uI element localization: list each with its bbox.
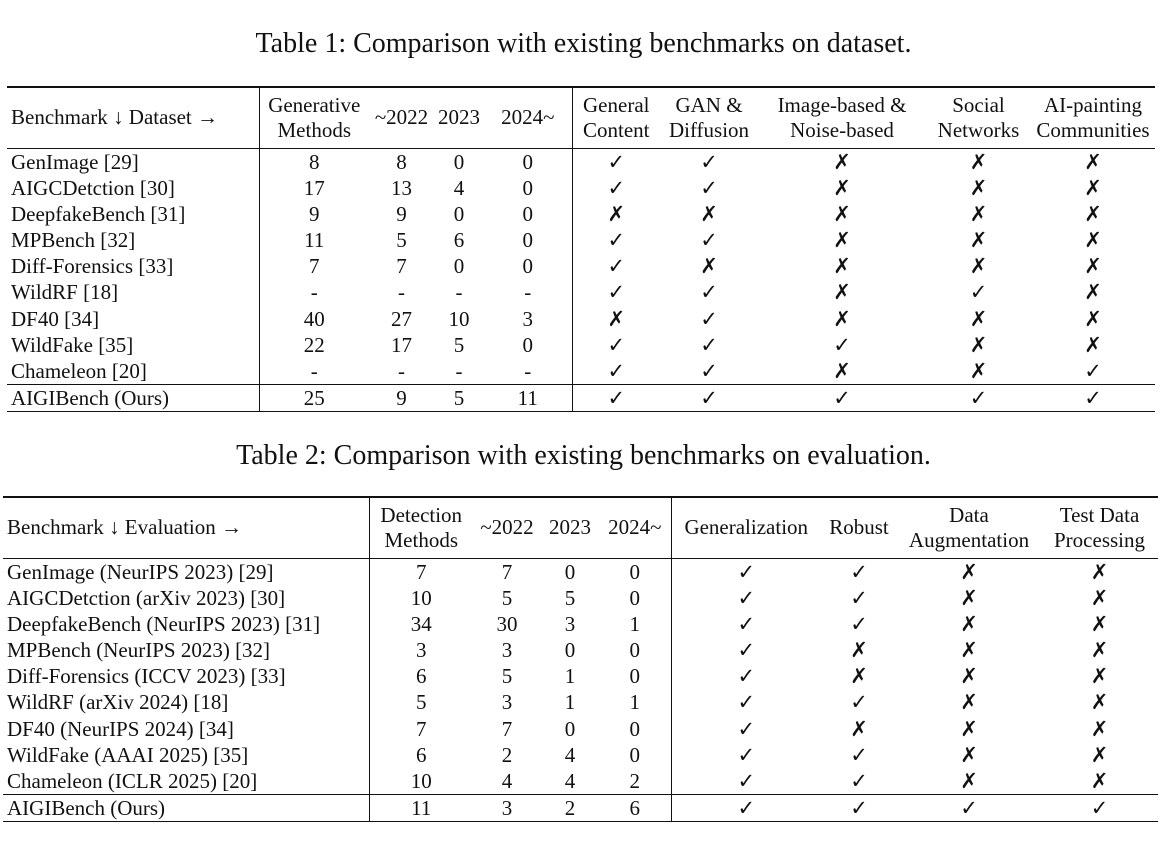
year-2024-cell: 11	[484, 384, 572, 411]
detection-methods-cell: 10	[410, 768, 432, 793]
year-2024-cell: 6	[599, 794, 671, 821]
year-2024-cell: 0	[484, 227, 572, 253]
year-2023-cell: 5	[564, 585, 576, 610]
robust-mark: ✓	[850, 611, 868, 636]
year-2023-cell: 1	[564, 664, 576, 689]
header-2023: 2023	[434, 87, 484, 148]
benchmark-name-cell: DeepfakeBench (NeurIPS 2023) [31]	[3, 611, 369, 637]
benchmark-name-cell: Diff-Forensics (ICCV 2023) [33]	[3, 663, 369, 689]
table-row	[3, 742, 1158, 768]
year-2024-cell: 0	[484, 253, 572, 279]
year-2023-cell: 0	[564, 559, 576, 584]
image-noise-mark: ✗	[833, 254, 851, 279]
year-2022-cell: 9	[369, 384, 434, 411]
general-content-mark: ✓	[607, 227, 626, 252]
header-general-content: General Content	[572, 87, 660, 148]
benchmark-name-cell: MPBench (NeurIPS 2023) [32]	[3, 637, 369, 663]
test-data-processing-mark: ✗	[1090, 637, 1109, 662]
benchmark-name-cell: MPBench [32]	[7, 227, 259, 253]
header-2022: ~2022	[473, 497, 541, 558]
gan-diffusion-mark: ✓	[700, 332, 718, 357]
table-row	[3, 663, 1158, 689]
year-2023-cell: 6	[453, 227, 465, 252]
header-social-networks: Social Networks	[926, 87, 1031, 148]
generalization-mark: ✓	[737, 664, 756, 689]
benchmark-name-cell: AIGIBench (Ours)	[3, 794, 369, 821]
detection-methods-cell: 5	[416, 690, 427, 715]
header-generalization: Generalization	[671, 497, 821, 558]
ai-painting-mark: ✗	[1084, 227, 1102, 252]
benchmark-name-cell: Diff-Forensics [33]	[7, 253, 259, 279]
robust-mark: ✗	[850, 637, 868, 662]
year-2022-cell: 2	[501, 742, 513, 767]
image-noise-mark: ✗	[833, 149, 851, 174]
header-benchmark: Benchmark ↓ Evaluation →	[3, 497, 369, 558]
generative-methods-cell: 25	[259, 384, 369, 411]
year-2023-cell: 0	[453, 254, 465, 279]
year-2023-cell: 0	[453, 149, 465, 174]
year-2024-cell: 0	[484, 148, 572, 175]
header-2024: 2024~	[599, 497, 671, 558]
header-ai-painting: AI-painting Communities	[1031, 87, 1155, 148]
image-noise-mark: ✗	[833, 201, 851, 226]
data-augmentation-mark: ✗	[960, 637, 978, 662]
generalization-mark: ✓	[737, 559, 756, 584]
year-2023-cell: 5	[434, 384, 484, 411]
robust-mark: ✓	[821, 794, 897, 821]
general-content-mark: ✓	[607, 254, 626, 279]
image-noise-mark: ✓	[758, 384, 926, 411]
table-row	[3, 558, 1158, 585]
generative-methods-cell: 17	[303, 175, 325, 200]
test-data-processing-mark: ✗	[1090, 611, 1109, 636]
benchmark-name-cell: AIGCDetction (arXiv 2023) [30]	[3, 585, 369, 611]
detection-methods-cell: 3	[416, 637, 427, 662]
year-2023-cell: 0	[564, 637, 576, 662]
year-2024-cell: 0	[484, 332, 572, 358]
table-row	[7, 384, 1155, 411]
generalization-mark: ✓	[737, 690, 756, 715]
header-image-noise: Image-based & Noise-based	[758, 87, 926, 148]
benchmark-name-cell: GenImage [29]	[7, 148, 259, 175]
year-2022-cell: 27	[391, 306, 412, 331]
year-2022-cell: 5	[396, 227, 407, 252]
detection-methods-cell: 6	[416, 742, 427, 767]
gan-diffusion-mark: ✓	[700, 306, 718, 331]
table-row	[7, 148, 1155, 175]
table-row	[7, 358, 1155, 385]
year-2024-cell: 0	[599, 637, 671, 663]
data-augmentation-mark: ✗	[960, 585, 978, 610]
year-2022-cell: 3	[501, 690, 513, 715]
gan-diffusion-mark: ✓	[700, 175, 718, 200]
year-2024-cell: 0	[599, 715, 671, 741]
data-augmentation-mark: ✗	[960, 664, 978, 689]
year-2022-cell: 7	[501, 559, 513, 584]
year-2023-cell: -	[455, 358, 463, 383]
benchmark-name-cell: Chameleon [20]	[7, 358, 259, 385]
benchmark-name-cell: AIGIBench (Ours)	[7, 384, 259, 411]
generative-methods-cell: 11	[304, 227, 325, 252]
robust-mark: ✓	[850, 768, 868, 793]
generative-methods-cell: 8	[309, 149, 320, 174]
table-row	[3, 585, 1158, 611]
header-generative-methods: Generative Methods	[259, 87, 369, 148]
test-data-processing-mark: ✗	[1090, 690, 1109, 715]
test-data-processing-mark: ✗	[1090, 742, 1109, 767]
header-gan-diffusion: GAN & Diffusion	[660, 87, 758, 148]
year-2023-cell: 5	[453, 332, 465, 357]
social-networks-mark: ✗	[969, 175, 988, 200]
year-2022-cell: -	[398, 280, 405, 305]
social-networks-mark: ✓	[926, 384, 1031, 411]
table2-header-row	[3, 497, 1158, 558]
year-2022-cell: 7	[396, 254, 407, 279]
gan-diffusion-mark: ✗	[700, 201, 718, 226]
year-2023-cell: 1	[564, 690, 576, 715]
gan-diffusion-mark: ✗	[700, 254, 718, 279]
generalization-mark: ✓	[737, 716, 756, 741]
year-2023-cell: 10	[448, 306, 470, 331]
table-row	[7, 332, 1155, 358]
header-benchmark: Benchmark ↓ Dataset →	[7, 87, 259, 148]
header-robust: Robust	[821, 497, 897, 558]
test-data-processing-mark: ✗	[1090, 664, 1109, 689]
social-networks-mark: ✗	[969, 227, 988, 252]
year-2023-cell: 0	[564, 716, 576, 741]
generalization-mark: ✓	[671, 794, 821, 821]
ai-painting-mark: ✗	[1084, 149, 1102, 174]
test-data-processing-mark: ✗	[1090, 768, 1109, 793]
benchmark-name-cell: DF40 [34]	[7, 305, 259, 331]
year-2024-cell: 0	[484, 175, 572, 201]
year-2022-cell: 8	[396, 149, 407, 174]
table-row	[7, 201, 1155, 227]
robust-mark: ✓	[850, 585, 868, 610]
robust-mark: ✓	[850, 690, 868, 715]
ai-painting-mark: ✗	[1084, 306, 1102, 331]
gan-diffusion-mark: ✓	[700, 358, 718, 383]
generalization-mark: ✓	[737, 768, 756, 793]
ai-painting-mark: ✗	[1084, 201, 1102, 226]
year-2022-cell: 5	[501, 664, 513, 689]
general-content-mark: ✓	[607, 332, 626, 357]
general-content-mark: ✓	[607, 358, 626, 383]
table1-header-row	[7, 87, 1155, 148]
year-2023-cell: 3	[564, 611, 576, 636]
year-2024-cell: 1	[599, 689, 671, 715]
general-content-mark: ✓	[572, 384, 660, 411]
ai-painting-mark: ✓	[1084, 358, 1102, 383]
image-noise-mark: ✗	[833, 227, 851, 252]
table-row	[7, 279, 1155, 305]
year-2022-cell: -	[398, 358, 405, 383]
data-augmentation-mark: ✗	[960, 690, 978, 715]
image-noise-mark: ✗	[833, 280, 851, 305]
year-2024-cell: 0	[484, 201, 572, 227]
general-content-mark: ✓	[607, 280, 626, 305]
detection-methods-cell: 6	[416, 664, 427, 689]
year-2024-cell: 0	[599, 742, 671, 768]
year-2022-cell: 3	[501, 637, 513, 662]
year-2023-cell: 2	[541, 794, 599, 821]
test-data-processing-mark: ✗	[1090, 585, 1109, 610]
generalization-mark: ✓	[737, 585, 756, 610]
year-2024-cell: 0	[599, 663, 671, 689]
table-row	[3, 768, 1158, 795]
year-2023-cell: 4	[564, 742, 576, 767]
table-row	[3, 794, 1158, 821]
image-noise-mark: ✓	[833, 332, 851, 357]
test-data-processing-mark: ✗	[1090, 716, 1109, 741]
table2-caption: Table 2: Comparison with existing benchmarks on evaluation.	[236, 440, 931, 471]
image-noise-mark: ✗	[833, 175, 851, 200]
benchmark-name-cell: WildFake [35]	[7, 332, 259, 358]
table-row	[3, 715, 1158, 741]
data-augmentation-mark: ✓	[897, 794, 1041, 821]
general-content-mark: ✓	[607, 175, 626, 200]
test-data-processing-mark: ✗	[1090, 559, 1109, 584]
table1-dataset-comparison	[7, 86, 1155, 412]
robust-mark: ✗	[850, 664, 868, 689]
ai-painting-mark: ✗	[1084, 332, 1102, 357]
header-2024: 2024~	[484, 87, 572, 148]
year-2024-cell: 2	[599, 768, 671, 795]
table-row	[3, 689, 1158, 715]
social-networks-mark: ✓	[969, 280, 988, 305]
generative-methods-cell: 40	[303, 306, 325, 331]
gan-diffusion-mark: ✓	[700, 280, 718, 305]
social-networks-mark: ✗	[969, 332, 988, 357]
benchmark-name-cell: AIGCDetction [30]	[7, 175, 259, 201]
year-2022-cell: 7	[501, 716, 513, 741]
detection-methods-cell: 34	[410, 611, 432, 636]
header-2023: 2023	[541, 497, 599, 558]
year-2024-cell: 3	[484, 305, 572, 331]
ai-painting-mark: ✗	[1084, 175, 1102, 200]
generalization-mark: ✓	[737, 611, 756, 636]
table-row	[7, 253, 1155, 279]
data-augmentation-mark: ✗	[960, 611, 978, 636]
year-2023-cell: 4	[453, 175, 465, 200]
year-2024-cell: 0	[599, 558, 671, 585]
table-row	[7, 305, 1155, 331]
benchmark-name-cell: WildRF (arXiv 2024) [18]	[3, 689, 369, 715]
header-test-data-processing: Test Data Processing	[1041, 497, 1158, 558]
generalization-mark: ✓	[737, 742, 756, 767]
data-augmentation-mark: ✗	[960, 768, 978, 793]
robust-mark: ✗	[850, 716, 868, 741]
year-2022-cell: 4	[501, 768, 513, 793]
benchmark-name-cell: Chameleon (ICLR 2025) [20]	[3, 768, 369, 795]
detection-methods-cell: 7	[416, 559, 427, 584]
image-noise-mark: ✗	[833, 358, 851, 383]
ai-painting-mark: ✗	[1084, 280, 1102, 305]
benchmark-name-cell: DeepfakeBench [31]	[7, 201, 259, 227]
detection-methods-cell: 11	[369, 794, 473, 821]
image-noise-mark: ✗	[833, 306, 851, 331]
year-2022-cell: 17	[391, 332, 412, 357]
year-2024-cell: -	[484, 279, 572, 305]
gan-diffusion-mark: ✓	[700, 227, 718, 252]
benchmark-name-cell: WildRF [18]	[7, 279, 259, 305]
data-augmentation-mark: ✗	[960, 559, 978, 584]
year-2024-cell: 0	[599, 585, 671, 611]
table-row	[3, 611, 1158, 637]
table-row	[7, 227, 1155, 253]
table-row	[3, 637, 1158, 663]
year-2022-cell: 13	[391, 175, 412, 200]
header-2022: ~2022	[369, 87, 434, 148]
benchmark-name-cell: DF40 (NeurIPS 2024) [34]	[3, 715, 369, 741]
generalization-mark: ✓	[737, 637, 756, 662]
year-2022-cell: 5	[501, 585, 513, 610]
header-detection-methods: Detection Methods	[369, 497, 473, 558]
year-2023-cell: -	[455, 280, 463, 305]
social-networks-mark: ✗	[969, 149, 988, 174]
generative-methods-cell: 9	[309, 201, 320, 226]
ai-painting-mark: ✓	[1031, 384, 1155, 411]
benchmark-name-cell: GenImage (NeurIPS 2023) [29]	[3, 558, 369, 585]
gan-diffusion-mark: ✓	[700, 149, 718, 174]
year-2023-cell: 4	[564, 768, 576, 793]
gan-diffusion-mark: ✓	[660, 384, 758, 411]
benchmark-name-cell: WildFake (AAAI 2025) [35]	[3, 742, 369, 768]
header-data-augmentation: Data Augmentation	[897, 497, 1041, 558]
year-2022-cell: 30	[496, 611, 518, 636]
year-2022-cell: 3	[473, 794, 541, 821]
generative-methods-cell: 7	[309, 254, 320, 279]
data-augmentation-mark: ✗	[960, 716, 978, 741]
robust-mark: ✓	[850, 742, 868, 767]
table2-evaluation-comparison	[3, 496, 1158, 822]
test-data-processing-mark: ✓	[1041, 794, 1158, 821]
year-2023-cell: 0	[453, 201, 465, 226]
year-2022-cell: 9	[396, 201, 407, 226]
detection-methods-cell: 10	[410, 585, 432, 610]
robust-mark: ✓	[850, 559, 868, 584]
detection-methods-cell: 7	[416, 716, 427, 741]
general-content-mark: ✓	[607, 149, 626, 174]
year-2024-cell: 1	[599, 611, 671, 637]
generative-methods-cell: -	[310, 358, 318, 383]
social-networks-mark: ✗	[969, 358, 988, 383]
generative-methods-cell: -	[310, 280, 318, 305]
table1-caption: Table 1: Comparison with existing benchmarks on dataset.	[255, 28, 912, 59]
ai-painting-mark: ✗	[1084, 254, 1102, 279]
generative-methods-cell: 22	[303, 332, 325, 357]
social-networks-mark: ✗	[969, 254, 988, 279]
general-content-mark: ✗	[607, 306, 626, 331]
general-content-mark: ✗	[607, 201, 626, 226]
social-networks-mark: ✗	[969, 306, 988, 331]
data-augmentation-mark: ✗	[960, 742, 978, 767]
table-row	[7, 175, 1155, 201]
social-networks-mark: ✗	[969, 201, 988, 226]
year-2024-cell: -	[484, 358, 572, 385]
